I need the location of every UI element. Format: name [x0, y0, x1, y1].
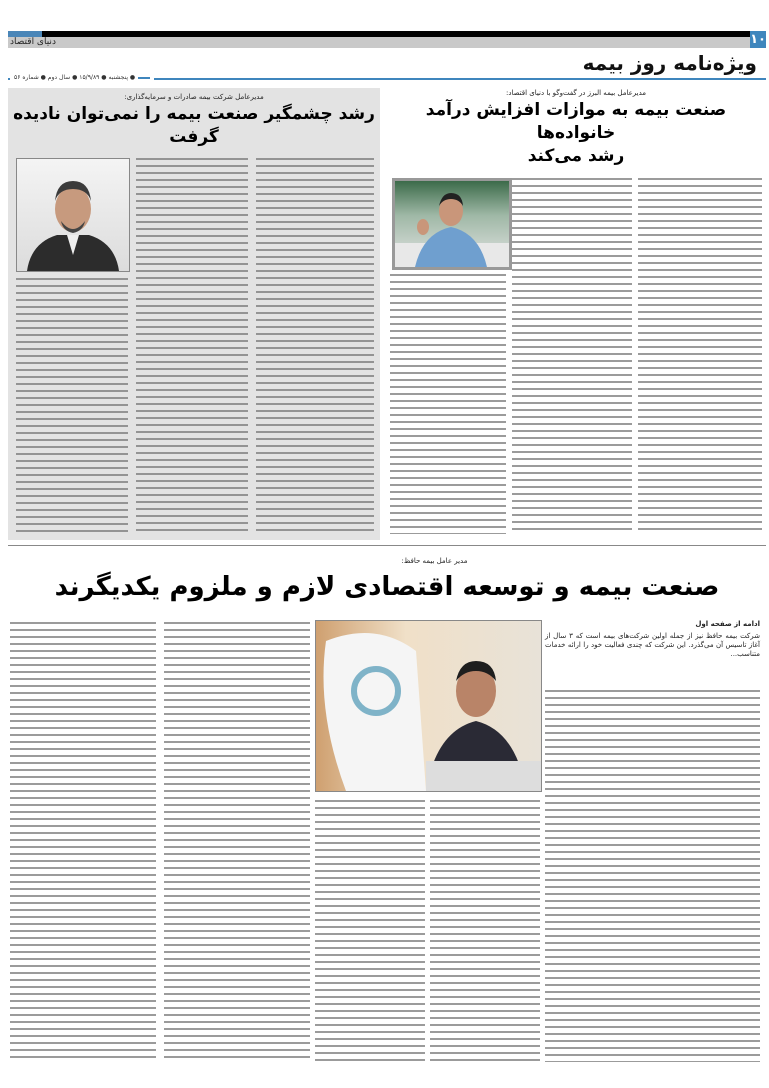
newspaper-logo: دنیای اقتصاد: [10, 37, 56, 47]
left-article-photo: [16, 158, 130, 272]
bottom-article-col-2a: [430, 800, 540, 1062]
continued-from-front-label: ادامه از صفحه اول: [545, 620, 760, 629]
right-article-col-2: [512, 178, 632, 534]
page-number: ۱۰: [750, 32, 766, 47]
right-article-headline: [390, 99, 762, 168]
bottom-article-col-2b: [315, 800, 425, 1062]
date-line: ● پنجشنبه ● ۱۵/۹/۸۹ ● سال دوم ● شماره ۵۶: [10, 73, 154, 83]
right-article-col-3: [390, 274, 506, 534]
header-gray-band: [8, 37, 750, 48]
bottom-article-col-1: [545, 690, 760, 1062]
executive-with-flag-image: [316, 621, 541, 791]
right-article-headline-line2: رشد می‌کند: [527, 146, 625, 166]
bottom-article-col-4: [10, 622, 156, 1062]
right-article-headline-line1: صنعت بیمه به موازات افزایش درآمد خانواده‌ها: [425, 100, 727, 143]
bottom-article-photo: [315, 620, 542, 792]
portrait-image: [17, 159, 129, 271]
bottom-article-kicker: مدیر عامل بیمه حافظ:: [401, 557, 468, 565]
left-article-col-3: [256, 158, 374, 534]
right-article-photo: [392, 178, 512, 270]
speaker-image: [395, 181, 509, 267]
bottom-article-col-3: [164, 622, 310, 1062]
bottom-article-lead: شرکت بیمه حافظ نیز از جمله اولین شرکت‌های بیمه است که ۳ سال از آغاز تاسیس آن می‌گذرد. این شرکت که چندی فعالیت خود را ارائه خدمات متناسب...: [545, 632, 760, 658]
right-article-col-1: [638, 178, 762, 534]
left-article-kicker: مدیرعامل شرکت بیمه صادرات و سرمایه‌گذاری:: [124, 93, 264, 101]
section-title: ویژه‌نامه روز بیمه: [582, 51, 757, 75]
article-divider: [8, 545, 766, 546]
left-article-col-1: [16, 278, 128, 534]
left-article-col-2: [136, 158, 248, 534]
right-article-kicker: مدیرعامل بیمه البرز در گفت‌وگو با دنیای اقتصاد:: [506, 89, 646, 97]
left-article-headline: رشد چشمگیر صنعت بیمه را نمی‌توان نادیده گرفت: [13, 104, 375, 147]
bottom-article-headline: صنعت بیمه و توسعه اقتصادی لازم و ملزوم یکدیگرند: [54, 572, 720, 602]
